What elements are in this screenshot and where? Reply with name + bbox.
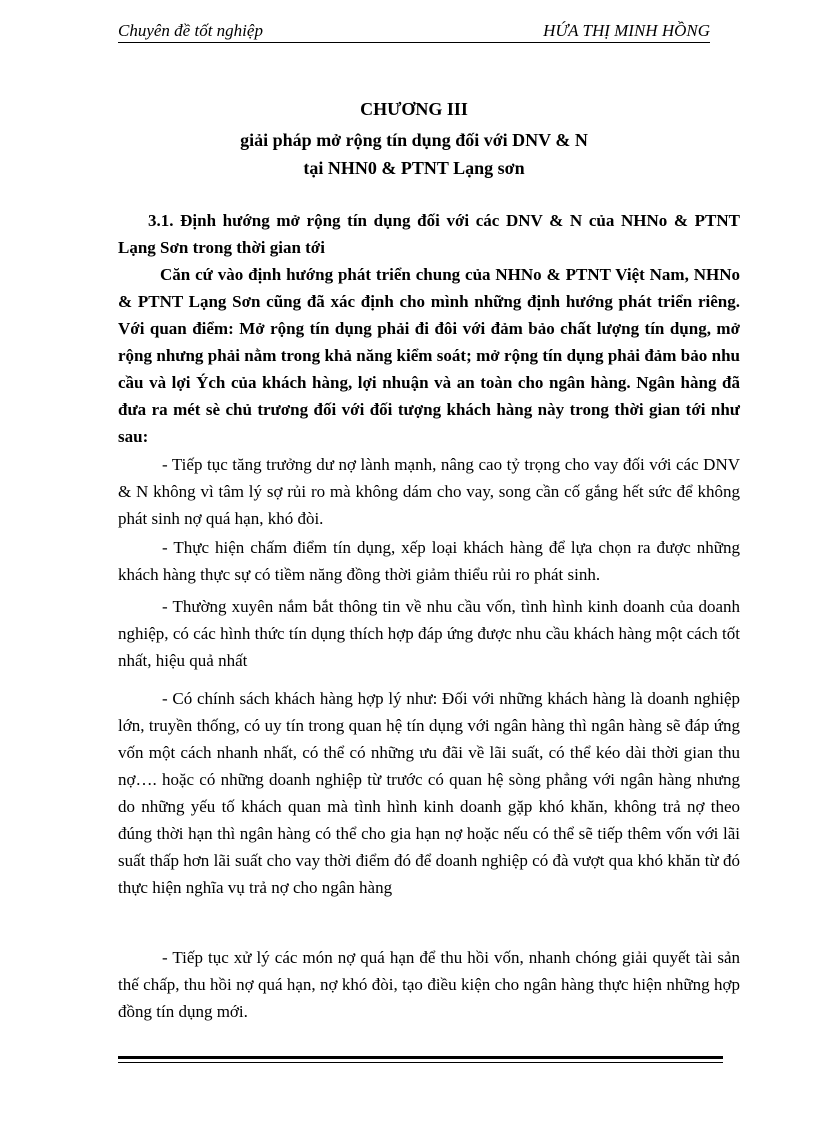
chapter-number: CHƯƠNG III — [360, 99, 468, 119]
bullet-paragraph-5: - Tiếp tục xử lý các món nợ quá hạn để thu hồi vốn, nhanh chóng giải quyết tài sản thế chấp, thu hồi nợ quá hạn, nợ khó đòi, tạo điều kiện cho ngân hàng thực hiện những hợp đồng tín dụng mới. — [118, 948, 740, 1021]
bullet-paragraph-2: - Thực hiện chấm điểm tín dụng, xếp loại khách hàng để lựa chọn ra được những khách hàng thực sự có tiềm năng đồng thời giảm thiểu rủi ro phát sinh. — [118, 538, 740, 584]
footer-rule-thin — [118, 1062, 723, 1063]
section-intro-paragraph: Căn cứ vào định hướng phát triển chung của NHNo & PTNT Việt Nam, NHNo & PTNT Lạng Sơn cũng đã xác định cho mình những định hướng phát triển riêng. Với quan điểm: Mở rộng tín dụng phải đi đôi với đảm bảo chất lượng tín dụng, mở rộng nhưng phải nằm trong khả năng kiểm soát; mở rộng tín dụng phải đảm bảo nhu cầu và lợi Ých của khách hàng, lợi nhuận và an toàn cho ngân hàng. Ngân hàng đã đưa ra mét sè chủ trương đối với đối tượng khách hàng này trong thời gian tới như sau: — [118, 265, 740, 446]
bullet-paragraph-1: - Tiếp tục tăng trưởng dư nợ lành mạnh, nâng cao tỷ trọng cho vay đối với các DNV & N không vì tâm lý sợ rủi ro mà không dám cho vay, song cần cố gắng hết sức để không phát sinh nợ quá hạn, khó đòi. — [118, 455, 740, 528]
section-heading: 3.1. Định hướng mở rộng tín dụng đối với các DNV & N của NHNo & PTNT Lạng Sơn trong thời gian tới — [118, 211, 740, 257]
page-header — [118, 20, 710, 43]
footer-rule-thick — [118, 1056, 723, 1059]
chapter-title-line-2: tại NHN0 & PTNT Lạng sơn — [303, 158, 525, 178]
bullet-paragraph-4: - Có chính sách khách hàng hợp lý như: Đối với những khách hàng là doanh nghiệp lớn, truyền thống, có uy tín trong quan hệ tín dụng với ngân hàng thì ngân hàng sẽ đáp ứng vốn một cách nhanh nhất, có thể có những ưu đãi về lãi suất, có thể kéo dài thời gian thu nợ…. hoặc có những doanh nghiệp từ trước có quan hệ sòng phẳng với ngân hàng nhưng do những yếu tố khách quan mà tình hình kinh doanh gặp khó khăn, không trả nợ theo đúng thời hạn thì ngân hàng có thể cho gia hạn nợ hoặc nếu có thể sẽ tiếp thêm vốn với lãi suất thấp hơn lãi suất cho vay thời điểm đó để doanh nghiệp có đà vượt qua khó khăn từ đó thực hiện nghĩa vụ trả nợ cho ngân hàng — [118, 689, 740, 897]
header-document-type: Chuyên đề tốt nghiệp — [118, 21, 263, 40]
chapter-title-line-1: giải pháp mở rộng tín dụng đối với DNV & N — [240, 130, 588, 150]
bullet-paragraph-3: - Thường xuyên nắm bắt thông tin về nhu cầu vốn, tình hình kinh doanh của doanh nghiệp, có các hình thức tín dụng thích hợp đáp ứng được nhu cầu khách hàng một cách tốt nhất, hiệu quả nhất — [118, 597, 740, 670]
header-author-name: HỨA THỊ MINH HỒNG — [543, 21, 710, 40]
